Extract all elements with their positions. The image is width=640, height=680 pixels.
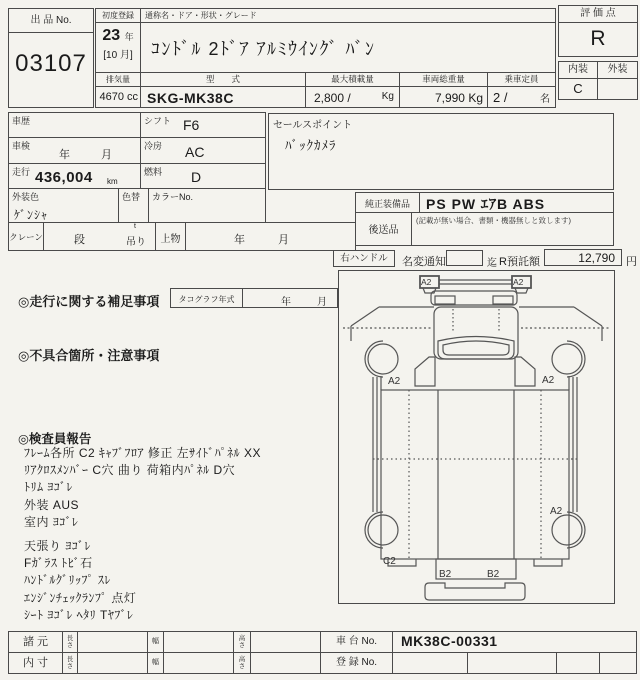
aircon-value: AC <box>185 144 205 160</box>
shift-value: F6 <box>183 117 200 133</box>
tachograph-box <box>170 288 338 308</box>
chassis-label: 車 台 No. <box>321 632 393 652</box>
body-year: 年 <box>234 234 245 246</box>
inspection-cell <box>8 137 141 164</box>
height-label-top: 高 <box>238 635 246 642</box>
aircon-label: 冷房 <box>144 141 163 151</box>
gvw-value: 7,990 Kg <box>434 91 483 105</box>
vehicle-name: ｺﾝﾄﾞﾙ 2ﾄﾞｱ ｱﾙﾐｳｲﾝｸﾞ ﾊﾞﾝ <box>151 39 376 59</box>
handle-box <box>333 250 395 267</box>
sales-point-label: セールスポイント <box>273 120 353 131</box>
crane-t-unit: t <box>134 223 136 230</box>
mileage-label: 走行 <box>12 167 31 177</box>
height-label-bottom: さ <box>238 642 246 649</box>
mileage-unit: km <box>107 177 118 186</box>
height-label-bottom: さ <box>238 663 246 670</box>
inner-dimensions-row <box>9 653 636 674</box>
interior-grade: C <box>559 79 598 100</box>
shift-label: シフト <box>144 116 172 126</box>
name-change-field <box>446 250 483 266</box>
inspector-line: ｼｰﾄ ﾖｺﾞﾚ ﾍﾀﾘ Tﾔﾌﾞﾚ <box>24 607 134 622</box>
fuel-value: D <box>191 169 202 185</box>
diagram-label-mirror-left: A2 <box>421 277 432 287</box>
later-items-row <box>355 212 614 246</box>
sales-point-value: ﾊﾞｯｸｶﾒﾗ <box>285 138 337 153</box>
exterior-color-label: 外装色 <box>12 192 40 202</box>
height-label-top: 高 <box>238 656 246 663</box>
inner-width-value <box>164 653 234 674</box>
crane-row <box>8 222 356 251</box>
width-label: 幅 <box>148 632 164 652</box>
exterior-color-value: ｹﾞﾝｼｬ <box>14 208 49 222</box>
lot-number-box <box>8 8 94 108</box>
length-value <box>78 632 148 652</box>
diagram-label-front-left: A2 <box>388 376 401 387</box>
defect-title: ◎不具合箇所・注意事項 <box>18 348 160 363</box>
year-unit: 年 <box>124 32 134 42</box>
inspector-line: ｴﾝｼﾞﾝﾁｪｯｸﾗﾝﾌﾟ 点灯 <box>24 590 137 605</box>
first-registration-month: [10 月] <box>103 50 133 61</box>
vehicle-name-box <box>140 8 556 73</box>
inspector-line: ﾘｱｸﾛｽﾒﾝﾊﾞｰ C穴 曲り 荷箱内ﾊﾟﾈﾙ D穴 <box>24 463 236 478</box>
deposit-field <box>544 249 622 266</box>
dimensions-row <box>9 632 636 653</box>
mileage-value: 436,004 <box>35 169 93 186</box>
equipment-value: PS PW ｴｱB ABS <box>426 196 546 212</box>
first-registration-label: 初度登録 <box>96 9 140 23</box>
equipment-label: 純正装備品 <box>356 193 420 212</box>
registration-label: 登 録 No. <box>321 653 393 674</box>
inspection-month: 月 <box>101 149 112 161</box>
first-registration-year: 23 <box>102 27 121 44</box>
gvw-label: 車両総重量 <box>400 73 487 87</box>
crane-label: クレーン <box>9 223 44 250</box>
mileage-note-title: ◎走行に関する補足事項 <box>18 294 160 309</box>
interior-label: 内装 <box>559 62 598 78</box>
recolor-label: 色替 <box>122 192 141 202</box>
grade-box <box>558 5 638 57</box>
displacement-value: 4670 cc <box>99 91 138 103</box>
first-registration-box <box>95 8 141 73</box>
inspector-line: Fｶﾞﾗｽ ﾄﾋﾞ石 <box>24 556 93 571</box>
handle-label: 右ハンドル <box>340 253 388 264</box>
height-value <box>251 632 321 652</box>
capacity-unit: 名 <box>540 94 550 105</box>
inspector-line: 外装 AUS <box>24 497 80 512</box>
payload-value: 2,800 / <box>314 91 351 105</box>
recolor-cell <box>118 188 149 223</box>
fuel-cell <box>140 163 266 189</box>
inspector-line: ﾄﾘﾑ ﾖｺﾞﾚ <box>24 480 73 495</box>
payload-box <box>305 72 400 108</box>
inspector-line: 天張り ﾖｺﾞﾚ <box>24 538 91 553</box>
body-month: 月 <box>278 234 289 246</box>
deposit-unit: 円 <box>626 256 637 268</box>
chassis-number: MK38C-00331 <box>401 633 498 649</box>
diagram-label-front-right: A2 <box>542 375 555 386</box>
name-change-label: 名変通知 <box>402 256 446 268</box>
lot-number: 03107 <box>15 50 87 77</box>
length-label-bottom: さ <box>66 642 74 649</box>
capacity-box <box>487 72 556 108</box>
color-no-cell <box>148 188 266 223</box>
deposit-label: R預託額 <box>499 256 540 268</box>
color-no-label: カラーNo. <box>152 192 194 202</box>
payload-label: 最大積載量 <box>306 73 399 87</box>
displacement-label: 排気量 <box>96 73 140 87</box>
length-label-top: 長 <box>66 635 74 642</box>
inner-length-value <box>78 653 148 674</box>
interior-exterior-box <box>558 61 638 100</box>
deposit-value: 12,790 <box>578 251 615 265</box>
diagram-label-rear-b2: B2 <box>487 569 500 580</box>
model-code: SKG-MK38C <box>147 90 234 106</box>
inner-label: 内 寸 <box>9 653 63 674</box>
inspector-report <box>24 444 336 623</box>
dimensions-table <box>8 631 637 674</box>
tachograph-month: 月 <box>317 297 327 308</box>
history-cell <box>8 112 141 138</box>
history-label: 車歴 <box>12 116 31 126</box>
vehicle-name-label: 通称名・ドア・形状・グレード <box>141 9 555 23</box>
payload-unit: Kg <box>381 91 394 102</box>
capacity-label: 乗車定員 <box>488 73 555 87</box>
mileage-cell <box>8 163 141 189</box>
length-label-bottom: さ <box>66 663 74 670</box>
gvw-box <box>399 72 488 108</box>
inspector-line: ﾊﾝﾄﾞﾙｸﾞﾘｯﾌﾟ ｽﾚ <box>24 573 111 588</box>
aircon-cell <box>140 137 266 164</box>
tachograph-year: 年 <box>281 297 291 308</box>
diagram-label-rear-right: A2 <box>550 506 563 517</box>
inner-height-value <box>251 653 321 674</box>
inspection-label: 車検 <box>12 141 31 151</box>
crane-dan: 段 <box>74 234 85 246</box>
later-items-note: (記載が無い場合、書類・機器無しと致します) <box>416 216 571 225</box>
inspection-year: 年 <box>59 149 70 161</box>
exterior-color-cell <box>8 188 119 223</box>
exterior-label: 外装 <box>607 64 628 75</box>
vehicle-top-view-diagram <box>339 271 614 603</box>
exterior-grade <box>598 79 637 100</box>
width-value <box>164 632 234 652</box>
diagram-label-mirror-right: A2 <box>513 277 524 287</box>
capacity-value: 2 / <box>493 90 508 105</box>
shift-cell <box>140 112 266 138</box>
lot-number-label: 出 品 No. <box>9 9 93 33</box>
length-label-top: 長 <box>66 656 74 663</box>
inspector-line: ﾌﾚｰﾑ各所 C2 ｷｬﾌﾞﾌﾛｱ 修正 左ｻｲﾄﾞﾊﾟﾈﾙ XX <box>24 446 262 460</box>
dims-label: 諸 元 <box>9 632 63 652</box>
inspector-line: 室内 ﾖｺﾞﾚ <box>24 514 79 529</box>
diagram-label-rear-b1: B2 <box>439 569 452 580</box>
body-label: 上物 <box>156 223 186 250</box>
width-label: 幅 <box>148 653 164 674</box>
model-code-box <box>140 72 306 108</box>
vehicle-diagram-box <box>338 270 615 604</box>
equipment-row <box>355 192 614 213</box>
displacement-box <box>95 72 141 108</box>
fuel-label: 燃料 <box>144 167 163 177</box>
grade-value: R <box>590 27 606 50</box>
diagram-label-rear-left: C2 <box>383 556 396 567</box>
tachograph-label: タコグラフ年式 <box>171 289 243 307</box>
grade-label: 評 価 点 <box>559 6 637 23</box>
registration-value <box>393 653 636 674</box>
name-change-until: 迄 <box>487 258 497 269</box>
model-code-label: 型 式 <box>141 73 305 87</box>
inspector-title: ◎検査員報告 <box>18 432 92 446</box>
sales-point-box <box>268 113 614 190</box>
later-items-label: 後送品 <box>356 213 412 245</box>
crane-tsuri: 吊り <box>126 237 146 248</box>
